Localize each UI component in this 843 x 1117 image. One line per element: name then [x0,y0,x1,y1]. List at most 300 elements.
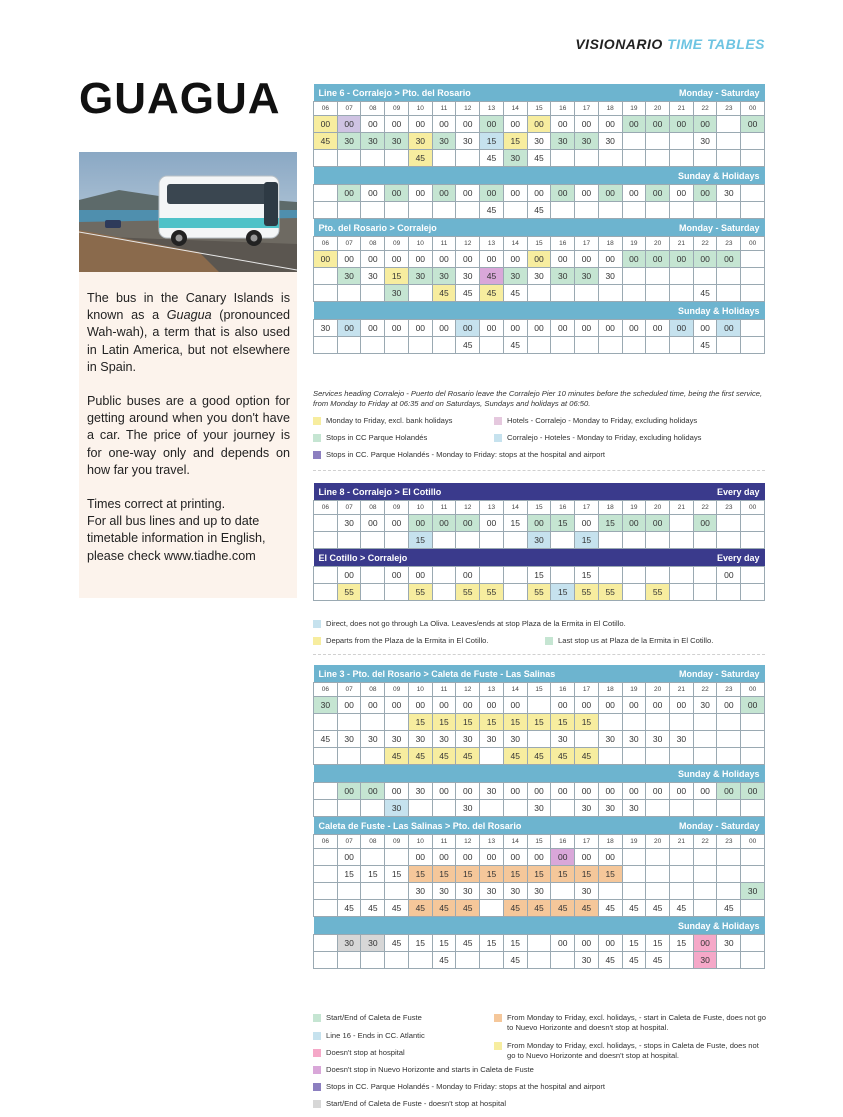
hour-header-row [314,835,765,849]
departure-minute-cell [551,285,575,302]
departure-minute-cell [741,202,765,219]
departure-minute-cell: 15 [480,133,504,150]
departure-minute-cell: 45 [432,900,456,917]
legend-text: Doesn't stop at hospital [326,1048,405,1057]
hour-cell: 17 [575,501,599,515]
hour-cell: 17 [575,237,599,251]
hour-cell: 09 [385,501,409,515]
service-days-label: Monday - Saturday [678,87,760,98]
route-label: Caleta de Fuste - Las Salinas > Pto. del Rosario [318,820,522,831]
hour-cell: 16 [551,835,575,849]
departure-minute-cell [361,849,385,866]
hour-cell: 17 [575,102,599,116]
departure-minute-cell: 45 [456,900,480,917]
legend3-orange [494,1013,766,1033]
departure-minute-cell [622,133,646,150]
departure-minute-cell: 30 [361,731,385,748]
hour-cell: 19 [622,501,646,515]
departure-minute-cell [693,567,717,584]
timetable-section-header [314,167,765,185]
departure-minute-cell [717,866,741,883]
departure-minute-cell [693,714,717,731]
departure-minute-cell: 45 [717,900,741,917]
departure-minute-cell [646,748,670,765]
departure-minute-cell [480,567,504,584]
departure-minute-cell: 00 [575,783,599,800]
departure-minute-cell: 00 [337,185,361,202]
departure-minute-cell: 00 [432,251,456,268]
departure-minute-cell: 15 [408,532,432,549]
departure-minute-cell [361,285,385,302]
legend8-yellow [313,636,533,646]
departure-minute-cell: 00 [314,251,338,268]
departure-minute-cell: 00 [408,567,432,584]
departure-minute-cell: 00 [503,251,527,268]
hour-cell: 18 [598,683,622,697]
hour-cell: 08 [361,102,385,116]
departure-minute-cell [361,952,385,969]
departure-minute-cell: 00 [670,783,694,800]
departure-minute-cell: 00 [432,185,456,202]
hour-cell: 20 [646,237,670,251]
table-row [314,567,765,584]
table-row [314,133,765,150]
section-header-cell [314,917,765,935]
departure-minute-cell: 45 [480,150,504,167]
timetable-section-header [314,817,765,835]
departure-minute-cell [361,532,385,549]
departure-minute-cell: 30 [575,952,599,969]
departure-minute-cell: 00 [622,783,646,800]
departure-minute-cell [314,849,338,866]
service-days-label: Sunday & Holidays [677,920,760,931]
bus-photo [79,152,297,272]
hour-cell: 13 [480,102,504,116]
departure-minute-cell: 30 [361,133,385,150]
departure-minute-cell [622,202,646,219]
departure-minute-cell: 45 [432,285,456,302]
table-row [314,800,765,817]
departure-minute-cell [551,202,575,219]
departure-minute-cell [693,584,717,601]
departure-minute-cell [314,185,338,202]
departure-minute-cell: 30 [314,697,338,714]
hour-cell: 07 [337,237,361,251]
departure-minute-cell: 00 [717,251,741,268]
departure-minute-cell [480,952,504,969]
header-brand: VISIONARIO [575,36,663,52]
departure-minute-cell: 00 [598,320,622,337]
departure-minute-cell [385,849,409,866]
departure-minute-cell: 15 [456,714,480,731]
departure-minute-cell: 30 [598,731,622,748]
departure-minute-cell [693,748,717,765]
hour-cell: 11 [432,683,456,697]
divider [313,470,765,471]
service-days-label: Every day [716,486,760,497]
departure-minute-cell: 45 [480,202,504,219]
departure-minute-cell [432,567,456,584]
timetable-section-header [314,84,765,102]
departure-minute-cell [337,337,361,354]
departure-minute-cell: 45 [385,748,409,765]
departure-minute-cell: 45 [408,900,432,917]
hour-cell: 00 [741,835,765,849]
departure-minute-cell [408,800,432,817]
departure-minute-cell [741,185,765,202]
departure-minute-cell: 30 [527,133,551,150]
departure-minute-cell: 00 [717,783,741,800]
departure-minute-cell: 55 [480,584,504,601]
departure-minute-cell: 30 [670,731,694,748]
legend-text: Direct, does not go through La Oliva. Leaves/ends at stop Plaza de la Ermita in El Cotillo. [326,619,626,628]
info-paragraph: Public buses are a good option for getting around when you don't have a car. The price of your journey is for one-way only and depends on how far you travel. [87,394,290,477]
hour-cell: 18 [598,102,622,116]
departure-minute-cell: 45 [670,900,694,917]
table-row [314,515,765,532]
departure-minute-cell: 15 [503,515,527,532]
departure-minute-cell: 00 [337,116,361,133]
departure-minute-cell: 30 [527,532,551,549]
table-row [314,116,765,133]
page-title: GUAGUA [79,74,281,123]
departure-minute-cell: 15 [503,133,527,150]
bus-illustration [79,152,297,272]
hour-cell: 23 [717,835,741,849]
departure-minute-cell: 00 [408,251,432,268]
hour-cell: 06 [314,683,338,697]
departure-minute-cell: 45 [622,900,646,917]
departure-minute-cell [693,900,717,917]
intro-text-end: (pronounced Wah-wah), a term that is also used in Latin America, but not elsewhere in Spain. [87,308,290,374]
departure-minute-cell [385,584,409,601]
hour-cell: 09 [385,683,409,697]
hour-cell: 15 [527,102,551,116]
departure-minute-cell: 00 [646,783,670,800]
departure-minute-cell: 15 [432,866,456,883]
departure-minute-cell: 00 [527,116,551,133]
departure-minute-cell: 30 [385,285,409,302]
departure-minute-cell: 30 [480,783,504,800]
departure-minute-cell [622,567,646,584]
hour-cell: 18 [598,835,622,849]
departure-minute-cell [646,285,670,302]
timetable-section-header [314,549,765,567]
departure-minute-cell: 30 [575,133,599,150]
departure-minute-cell: 45 [385,900,409,917]
departure-minute-cell: 00 [456,185,480,202]
hour-cell: 06 [314,237,338,251]
departure-minute-cell: 00 [622,251,646,268]
legend-text: Line 16 - Ends in CC. Atlantic [326,1031,425,1040]
table-row [314,202,765,219]
departure-minute-cell [361,202,385,219]
departure-minute-cell [480,900,504,917]
departure-minute-cell [337,202,361,219]
legend-text: Stops in CC Parque Holandés [326,433,428,442]
departure-minute-cell: 00 [693,320,717,337]
hour-cell: 23 [717,102,741,116]
departure-minute-cell: 00 [480,320,504,337]
departure-minute-cell: 15 [598,866,622,883]
departure-minute-cell [646,567,670,584]
hour-cell: 21 [670,102,694,116]
departure-minute-cell: 45 [503,337,527,354]
departure-minute-cell: 00 [575,697,599,714]
departure-minute-cell: 15 [598,515,622,532]
departure-minute-cell: 30 [551,268,575,285]
departure-minute-cell [717,748,741,765]
hour-cell: 08 [361,683,385,697]
departure-minute-cell: 45 [456,935,480,952]
departure-minute-cell: 00 [551,185,575,202]
legend3-purple [313,1082,763,1092]
departure-minute-cell: 00 [598,116,622,133]
departure-minute-cell [361,748,385,765]
departure-minute-cell: 00 [598,849,622,866]
departure-minute-cell [741,150,765,167]
hour-cell: 06 [314,102,338,116]
departure-minute-cell: 00 [456,251,480,268]
departure-minute-cell: 15 [575,567,599,584]
hour-cell: 10 [408,237,432,251]
departure-minute-cell: 15 [408,935,432,952]
departure-minute-cell [551,952,575,969]
departure-minute-cell: 00 [646,116,670,133]
departure-minute-cell [670,532,694,549]
departure-minute-cell [741,748,765,765]
departure-minute-cell [622,849,646,866]
departure-minute-cell [670,714,694,731]
departure-minute-cell [717,952,741,969]
departure-minute-cell [527,697,551,714]
departure-minute-cell: 45 [408,150,432,167]
departure-minute-cell: 30 [408,268,432,285]
departure-minute-cell [741,731,765,748]
departure-minute-cell: 00 [480,116,504,133]
table-row [314,268,765,285]
departure-minute-cell: 00 [622,185,646,202]
departure-minute-cell: 00 [361,697,385,714]
departure-minute-cell [361,567,385,584]
departure-minute-cell: 15 [551,714,575,731]
legend-text: Stops in CC. Parque Holandés - Monday to Friday: stops at the hospital and airport [326,450,606,459]
departure-minute-cell: 00 [408,849,432,866]
departure-minute-cell [598,532,622,549]
departure-minute-cell: 45 [337,900,361,917]
departure-minute-cell [646,133,670,150]
departure-minute-cell [622,584,646,601]
departure-minute-cell: 00 [385,251,409,268]
departure-minute-cell: 15 [646,935,670,952]
table-row [314,900,765,917]
departure-minute-cell: 00 [741,783,765,800]
hour-cell: 15 [527,683,551,697]
intro-guagua-word: Guagua [166,308,212,323]
line3-timetable [313,665,765,969]
departure-minute-cell [337,883,361,900]
departure-minute-cell [575,731,599,748]
departure-minute-cell: 55 [646,584,670,601]
departure-minute-cell: 00 [646,185,670,202]
departure-minute-cell: 15 [337,866,361,883]
departure-minute-cell: 45 [598,952,622,969]
departure-minute-cell: 15 [575,714,599,731]
departure-minute-cell [741,532,765,549]
divider [313,654,765,655]
departure-minute-cell [385,150,409,167]
departure-minute-cell [717,116,741,133]
departure-minute-cell: 45 [480,268,504,285]
departure-minute-cell: 00 [408,320,432,337]
hour-cell: 19 [622,835,646,849]
departure-minute-cell: 00 [598,251,622,268]
departure-minute-cell: 45 [527,900,551,917]
hour-cell: 12 [456,501,480,515]
departure-minute-cell: 55 [575,584,599,601]
legend-swatch [494,417,502,425]
departure-minute-cell [314,714,338,731]
departure-minute-cell: 00 [361,251,385,268]
departure-minute-cell: 00 [456,783,480,800]
departure-minute-cell [314,202,338,219]
departure-minute-cell: 00 [741,697,765,714]
hour-cell: 10 [408,835,432,849]
departure-minute-cell: 30 [385,800,409,817]
departure-minute-cell: 30 [385,731,409,748]
hour-cell: 09 [385,835,409,849]
legend-text: Doesn't stop in Nuevo Horizonte and starts in Caleta de Fuste [326,1065,534,1074]
departure-minute-cell [361,800,385,817]
departure-minute-cell: 45 [314,731,338,748]
departure-minute-cell [575,150,599,167]
departure-minute-cell: 45 [432,952,456,969]
departure-minute-cell [456,952,480,969]
legend-text: Last stop us at Plaza de la Ermita in El Cotillo. [558,636,714,645]
departure-minute-cell [622,337,646,354]
departure-minute-cell: 30 [432,883,456,900]
departure-minute-cell [385,532,409,549]
departure-minute-cell [314,866,338,883]
hour-cell: 22 [693,237,717,251]
departure-minute-cell [693,849,717,866]
legend-text: Start/End of Caleta de Fuste [326,1013,422,1022]
departure-minute-cell: 30 [456,731,480,748]
departure-minute-cell [741,866,765,883]
departure-minute-cell: 00 [503,783,527,800]
legend-swatch [313,434,321,442]
departure-minute-cell: 00 [361,783,385,800]
departure-minute-cell: 00 [503,320,527,337]
page-header [575,36,765,52]
departure-minute-cell [337,714,361,731]
departure-minute-cell: 00 [670,697,694,714]
departure-minute-cell [314,935,338,952]
line6-note: Services heading Corralejo - Puerto del Rosario leave the Corralejo Pier 10 minutes before the scheduled time, being the first service, from Monday to Friday at 06:35 and on Saturdays, Sundays and holidays at 06:50. [313,389,763,408]
departure-minute-cell: 30 [408,133,432,150]
table-row [314,337,765,354]
departure-minute-cell: 00 [527,783,551,800]
departure-minute-cell: 00 [575,185,599,202]
legend-text: Departs from the Plaza de la Ermita in El Cotillo. [326,636,489,645]
departure-minute-cell: 00 [575,116,599,133]
hour-header-row [314,501,765,515]
hour-cell: 10 [408,683,432,697]
departure-minute-cell [693,150,717,167]
service-days-label: Sunday & Holidays [677,768,760,779]
hour-cell: 22 [693,102,717,116]
departure-minute-cell: 30 [503,268,527,285]
intro-paragraph [87,290,290,376]
timetable-section-header [314,219,765,237]
departure-minute-cell: 00 [646,697,670,714]
departure-minute-cell: 30 [503,731,527,748]
table-row [314,150,765,167]
hour-cell: 07 [337,102,361,116]
route-label: Line 3 - Pto. del Rosario > Caleta de Fuste - Las Salinas [318,668,556,679]
departure-minute-cell: 00 [456,697,480,714]
departure-minute-cell [670,202,694,219]
table-row [314,251,765,268]
departure-minute-cell [717,849,741,866]
departure-minute-cell: 00 [337,783,361,800]
service-days-label: Sunday & Holidays [677,170,760,181]
hour-cell: 12 [456,237,480,251]
route-label: Line 8 - Corralejo > El Cotillo [318,486,442,497]
departure-minute-cell: 30 [503,883,527,900]
hour-cell: 22 [693,501,717,515]
service-days-label: Every day [716,552,760,563]
departure-minute-cell: 30 [598,800,622,817]
departure-minute-cell: 30 [741,883,765,900]
section-header-cell [314,219,765,237]
departure-minute-cell [385,714,409,731]
hour-cell: 00 [741,237,765,251]
departure-minute-cell [314,584,338,601]
departure-minute-cell: 15 [551,515,575,532]
legend-text: From Monday to Friday, excl. holidays, - stops in Caleta de Fuste, does not go to Nuevo Horizonte and doesn't stop at hospital. [507,1041,759,1060]
departure-minute-cell: 00 [575,320,599,337]
departure-minute-cell [622,532,646,549]
departure-minute-cell [717,584,741,601]
hour-cell: 07 [337,683,361,697]
departure-minute-cell [480,532,504,549]
departure-minute-cell [622,883,646,900]
departure-minute-cell [622,268,646,285]
departure-minute-cell: 00 [575,251,599,268]
departure-minute-cell [432,800,456,817]
legend6-blue [494,433,764,443]
legend-text: Corralejo - Hoteles - Monday to Friday, excluding holidays [507,433,702,442]
departure-minute-cell: 00 [456,116,480,133]
departure-minute-cell: 45 [646,952,670,969]
departure-minute-cell [432,532,456,549]
departure-minute-cell: 00 [693,185,717,202]
departure-minute-cell: 00 [693,515,717,532]
departure-minute-cell: 00 [693,116,717,133]
departure-minute-cell [717,731,741,748]
table-row [314,532,765,549]
line8-timetable [313,483,765,601]
departure-minute-cell: 45 [503,748,527,765]
departure-minute-cell [741,952,765,969]
legend-swatch [313,1100,321,1108]
departure-minute-cell [717,532,741,549]
departure-minute-cell: 00 [432,515,456,532]
departure-minute-cell [598,567,622,584]
legend3-blue [313,1031,488,1041]
hour-cell: 13 [480,237,504,251]
